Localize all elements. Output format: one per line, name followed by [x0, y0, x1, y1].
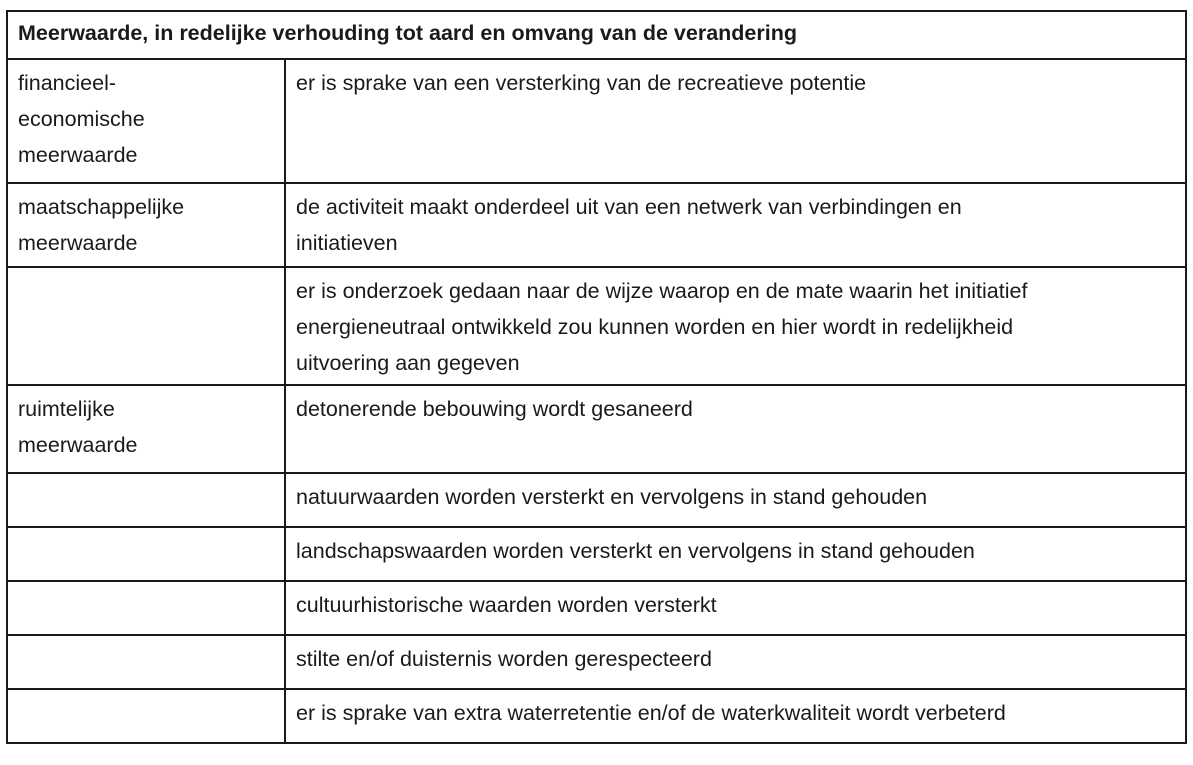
table-row	[7, 267, 1186, 385]
criterion-text: cultuurhistorische waarden worden versterkt	[296, 593, 717, 617]
meerwaarde-criteria-table	[6, 10, 1187, 744]
category-cell	[7, 635, 285, 689]
criterion-cell	[285, 689, 1186, 743]
criterion-text: er is sprake van extra waterretentie en/of de waterkwaliteit wordt verbeterd	[296, 701, 1006, 725]
category-cell	[7, 689, 285, 743]
table-row	[7, 689, 1186, 743]
table-row	[7, 183, 1186, 267]
criterion-cell	[285, 581, 1186, 635]
category-cell	[7, 473, 285, 527]
criterion-text: landschapswaarden worden versterkt en vervolgens in stand gehouden	[296, 539, 975, 563]
category-cell	[7, 183, 285, 267]
category-cell	[7, 527, 285, 581]
criterion-cell	[285, 635, 1186, 689]
table-row	[7, 581, 1186, 635]
criterion-text: detonerende bebouwing wordt gesaneerd	[296, 397, 693, 421]
table-row	[7, 473, 1186, 527]
criterion-text: stilte en/of duisternis worden gerespecteerd	[296, 647, 712, 671]
table-row	[7, 635, 1186, 689]
criterion-text: de activiteit maakt onderdeel uit van een netwerk van verbindingen en initiatieven	[296, 195, 962, 255]
table-row	[7, 527, 1186, 581]
table-header-row	[7, 11, 1186, 59]
category-cell	[7, 385, 285, 473]
table-row	[7, 59, 1186, 183]
category-label: maatschappelijke meerwaarde	[18, 195, 185, 255]
criterion-cell	[285, 59, 1186, 183]
category-cell	[7, 581, 285, 635]
criterion-cell	[285, 385, 1186, 473]
category-cell	[7, 267, 285, 385]
table-header: Meerwaarde, in redelijke verhouding tot aard en omvang van de verandering	[7, 11, 1186, 59]
criterion-cell	[285, 183, 1186, 267]
criterion-cell	[285, 267, 1186, 385]
category-label: ruimtelijke meerwaarde	[18, 397, 138, 457]
criterion-text: er is onderzoek gedaan naar de wijze waarop en de mate waarin het initiatief energieneutraal ontwikkeld zou kunnen worden en hier wordt in redelijkheid uitvoering aan gegeven	[296, 279, 1028, 375]
category-cell	[7, 59, 285, 183]
category-label: financieel- economische meerwaarde	[18, 71, 145, 167]
table-row	[7, 385, 1186, 473]
criterion-cell	[285, 473, 1186, 527]
criterion-cell	[285, 527, 1186, 581]
criterion-text: er is sprake van een versterking van de recreatieve potentie	[296, 71, 867, 95]
criterion-text: natuurwaarden worden versterkt en vervolgens in stand gehouden	[296, 485, 928, 509]
